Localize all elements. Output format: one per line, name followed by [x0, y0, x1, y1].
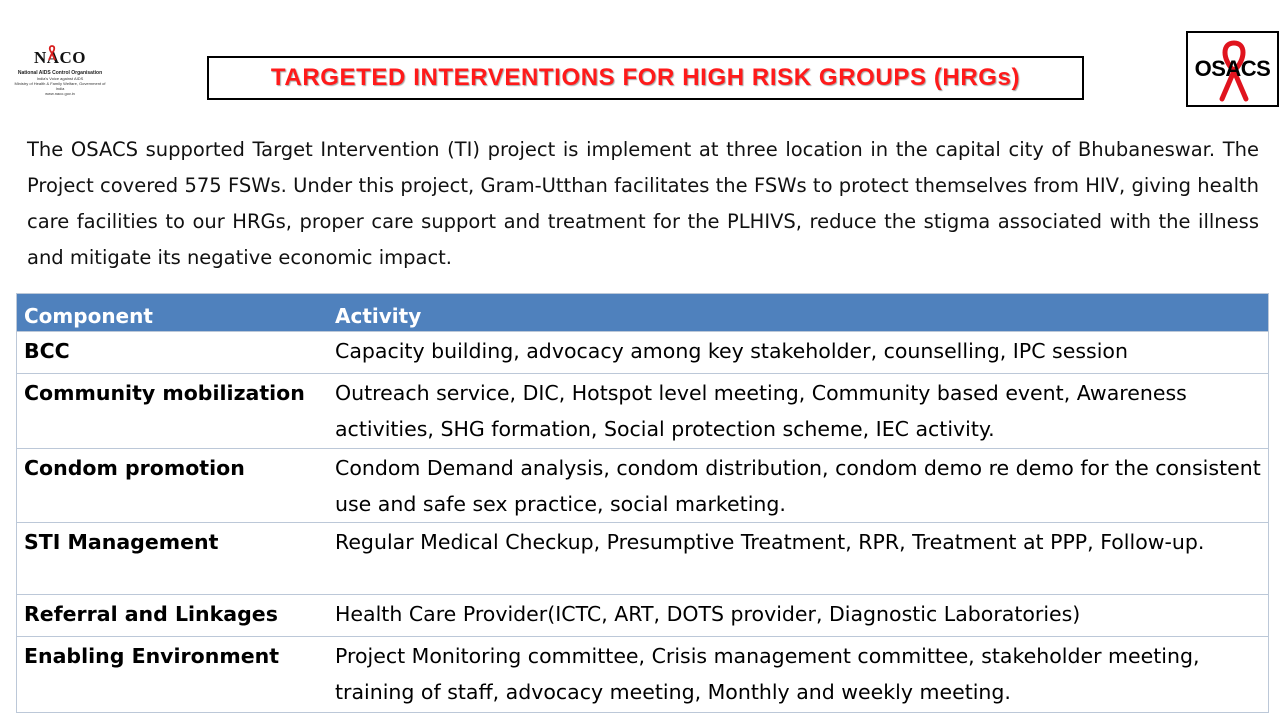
table-header-row	[17, 294, 1268, 331]
table-row	[17, 522, 1268, 594]
naco-wordmark	[10, 48, 110, 70]
column-header-component: Component	[24, 304, 153, 328]
component-cell: Enabling Environment	[24, 644, 279, 668]
osacs-logo	[1186, 31, 1279, 107]
naco-ministry: Ministry of Health & Family Welfare, Government of India	[14, 81, 106, 91]
naco-tagline: India's Voice against AIDS	[36, 76, 84, 81]
table-row	[17, 373, 1268, 448]
column-header-activity: Activity	[335, 304, 422, 328]
table-row	[17, 594, 1268, 636]
activity-cell: Capacity building, advocacy among key stakeholder, counselling, IPC session	[335, 339, 1128, 363]
interventions-table	[16, 293, 1269, 713]
activity-cell: Outreach service, DIC, Hotspot level meeting, Community based event, Awareness activities, SHG formation, Social protection scheme, IEC activity.	[335, 381, 1187, 441]
intro-paragraph: The OSACS supported Target Intervention (TI) project is implement at three location in the capital city of Bhubaneswar. The Project covered 575 FSWs. Under this project, Gram-Utthan facilitates the FSWs to protect themselves from HIV, giving health care facilities to our HRGs, proper care support and treatment for the PLHIVS, reduce the stigma associated with the illness and mitigate its negative economic impact.	[27, 138, 1259, 269]
naco-website: www.naco.gov.in	[45, 91, 75, 96]
table-row	[17, 331, 1268, 373]
activity-cell: Condom Demand analysis, condom distribution, condom demo re demo for the consistent use and safe sex practice, social marketing.	[335, 456, 1261, 516]
osacs-wordmark: OSACS	[1194, 56, 1271, 81]
component-cell: STI Management	[24, 530, 219, 554]
component-cell: Condom promotion	[24, 456, 245, 480]
component-cell: BCC	[24, 339, 70, 363]
red-ribbon-icon	[47, 45, 57, 61]
naco-logo	[10, 48, 110, 96]
activity-cell: Regular Medical Checkup, Presumptive Treatment, RPR, Treatment at PPP, Follow-up.	[335, 530, 1205, 554]
activity-cell: Project Monitoring committee, Crisis management committee, stakeholder meeting, training of staff, advocacy meeting, Monthly and weekly meeting.	[335, 644, 1200, 704]
activity-cell: Health Care Provider(ICTC, ART, DOTS provider, Diagnostic Laboratories)	[335, 602, 1081, 626]
title-box	[207, 56, 1084, 100]
component-cell: Community mobilization	[24, 381, 305, 405]
table-row	[17, 636, 1268, 712]
page-title: TARGETED INTERVENTIONS FOR HIGH RISK GROUPS (HRGs)	[270, 64, 1021, 91]
naco-org-name: National AIDS Control Organisation	[17, 70, 103, 76]
table-row	[17, 448, 1268, 522]
component-cell: Referral and Linkages	[24, 602, 278, 626]
naco-name: NACO	[33, 48, 87, 67]
